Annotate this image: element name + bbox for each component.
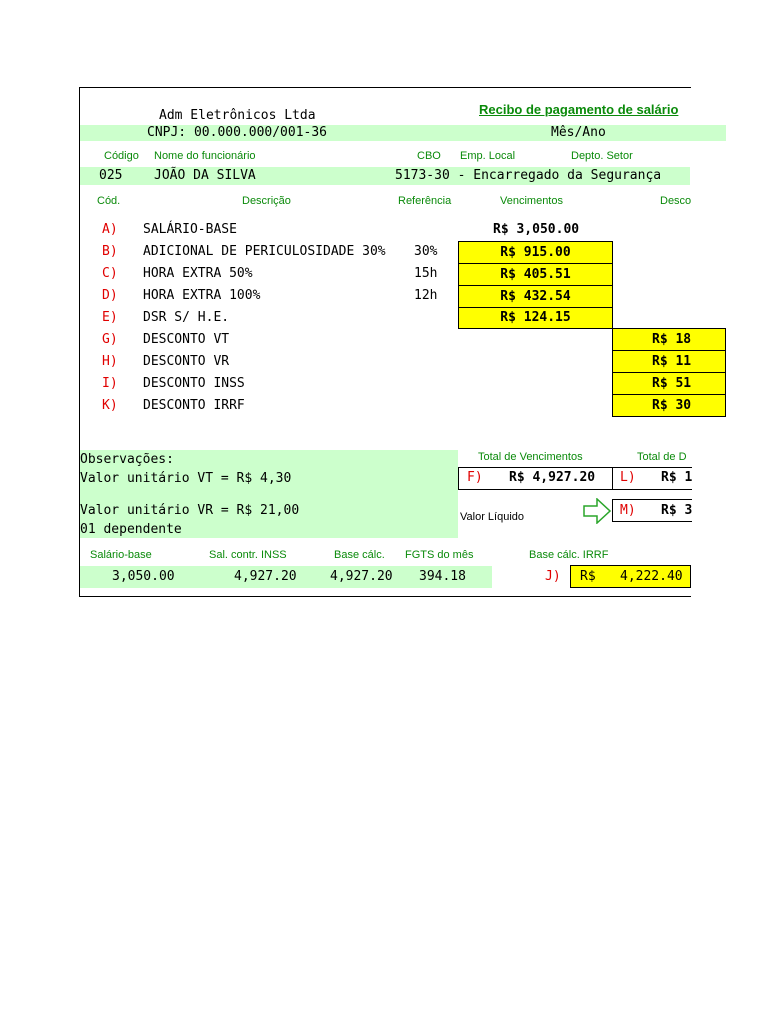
header-referencia: Referência (398, 195, 452, 207)
footer-header-fgts: FGTS do mês (405, 549, 474, 561)
item-code: K) (102, 398, 118, 413)
item-vencimento: R$ 124.15 (458, 307, 613, 329)
footer-header-base-irrf: Base cálc. IRRF (529, 549, 609, 561)
header-nome: Nome do funcionário (154, 150, 256, 162)
valor-liquido-label: Valor Líquido (460, 511, 525, 523)
item-reference: 30% (414, 244, 438, 259)
footer-salario-base: 3,050.00 (112, 569, 175, 584)
base-irrf-value: 4,222.40 (620, 569, 683, 584)
month-year-label: Mês/Ano (551, 125, 606, 140)
item-vencimento: R$ 3,050.00 (493, 222, 580, 237)
observation-dependents: 01 dependente (80, 522, 182, 537)
company-cnpj: CNPJ: 00.000.000/001-36 (147, 125, 328, 140)
item-description: HORA EXTRA 50% (143, 266, 253, 281)
item-description: ADICIONAL DE PERICULOSIDADE 30% (143, 244, 386, 259)
item-description: SALÁRIO-BASE (143, 222, 237, 237)
header-cbo: CBO (417, 150, 441, 162)
footer-sal-contr: 4,927.20 (234, 569, 297, 584)
item-code: A) (102, 222, 118, 237)
base-irrf-currency: R$ (580, 569, 596, 584)
item-description: DSR S/ H.E. (143, 310, 230, 325)
employee-name: JOÃO DA SILVA (154, 168, 256, 183)
header-cod: Cód. (97, 195, 121, 207)
item-code: E) (102, 310, 118, 325)
employee-cbo: 5173-30 - Encarregado da Segurança (395, 168, 662, 183)
header-depto-setor: Depto. Setor (571, 150, 633, 162)
item-desconto: R$ 11 (612, 350, 726, 373)
document-title: Recibo de pagamento de salário (479, 102, 679, 117)
item-code: C) (102, 266, 118, 281)
header-codigo: Código (104, 150, 139, 162)
header-vencimentos: Vencimentos (500, 195, 563, 207)
item-code: B) (102, 244, 118, 259)
item-reference: 12h (414, 288, 438, 303)
footer-header-sal-contr: Sal. contr. INSS (209, 549, 287, 561)
base-irrf-code: J) (545, 569, 561, 584)
item-description: DESCONTO INSS (143, 376, 245, 391)
item-vencimento: R$ 405.51 (458, 263, 613, 286)
item-code: I) (102, 376, 118, 391)
item-vencimento: R$ 915.00 (458, 241, 613, 264)
total-descontos-value: R$ 1 (661, 470, 693, 485)
item-description: DESCONTO IRRF (143, 398, 245, 413)
total-vencimentos-label: Total de Vencimentos (478, 451, 583, 463)
footer-fgts: 394.18 (419, 569, 466, 584)
item-code: H) (102, 354, 118, 369)
item-desconto: R$ 30 (612, 394, 726, 417)
header-descontos: Desco (660, 195, 692, 207)
item-vencimento: R$ 432.54 (458, 285, 613, 308)
total-vencimentos-value: R$ 4,927.20 (509, 470, 596, 485)
item-code: G) (102, 332, 118, 347)
company-name: Adm Eletrônicos Ltda (159, 108, 316, 123)
item-code: D) (102, 288, 118, 303)
total-descontos-label: Total de D (637, 451, 687, 463)
valor-liquido-code: M) (620, 503, 636, 518)
employee-code: 025 (99, 168, 123, 183)
footer-header-base-calc: Base cálc. (334, 549, 385, 561)
observation-vt: Valor unitário VT = R$ 4,30 (80, 471, 292, 486)
observations-title: Observações: (80, 452, 174, 467)
arrow-right-icon (583, 498, 611, 524)
item-desconto: R$ 18 (612, 328, 726, 351)
footer-base-calc: 4,927.20 (330, 569, 393, 584)
item-desconto: R$ 51 (612, 372, 726, 395)
item-reference: 15h (414, 266, 438, 281)
total-descontos-code: L) (620, 470, 636, 485)
item-description: DESCONTO VT (143, 332, 230, 347)
item-description: HORA EXTRA 100% (143, 288, 261, 303)
total-vencimentos-code: F) (467, 470, 483, 485)
header-descricao: Descrição (242, 195, 291, 207)
footer-header-salario-base: Salário-base (90, 549, 152, 561)
observation-vr: Valor unitário VR = R$ 21,00 (80, 503, 300, 518)
header-emp-local: Emp. Local (460, 150, 516, 162)
valor-liquido-value: R$ 3 (661, 503, 693, 518)
item-description: DESCONTO VR (143, 354, 230, 369)
